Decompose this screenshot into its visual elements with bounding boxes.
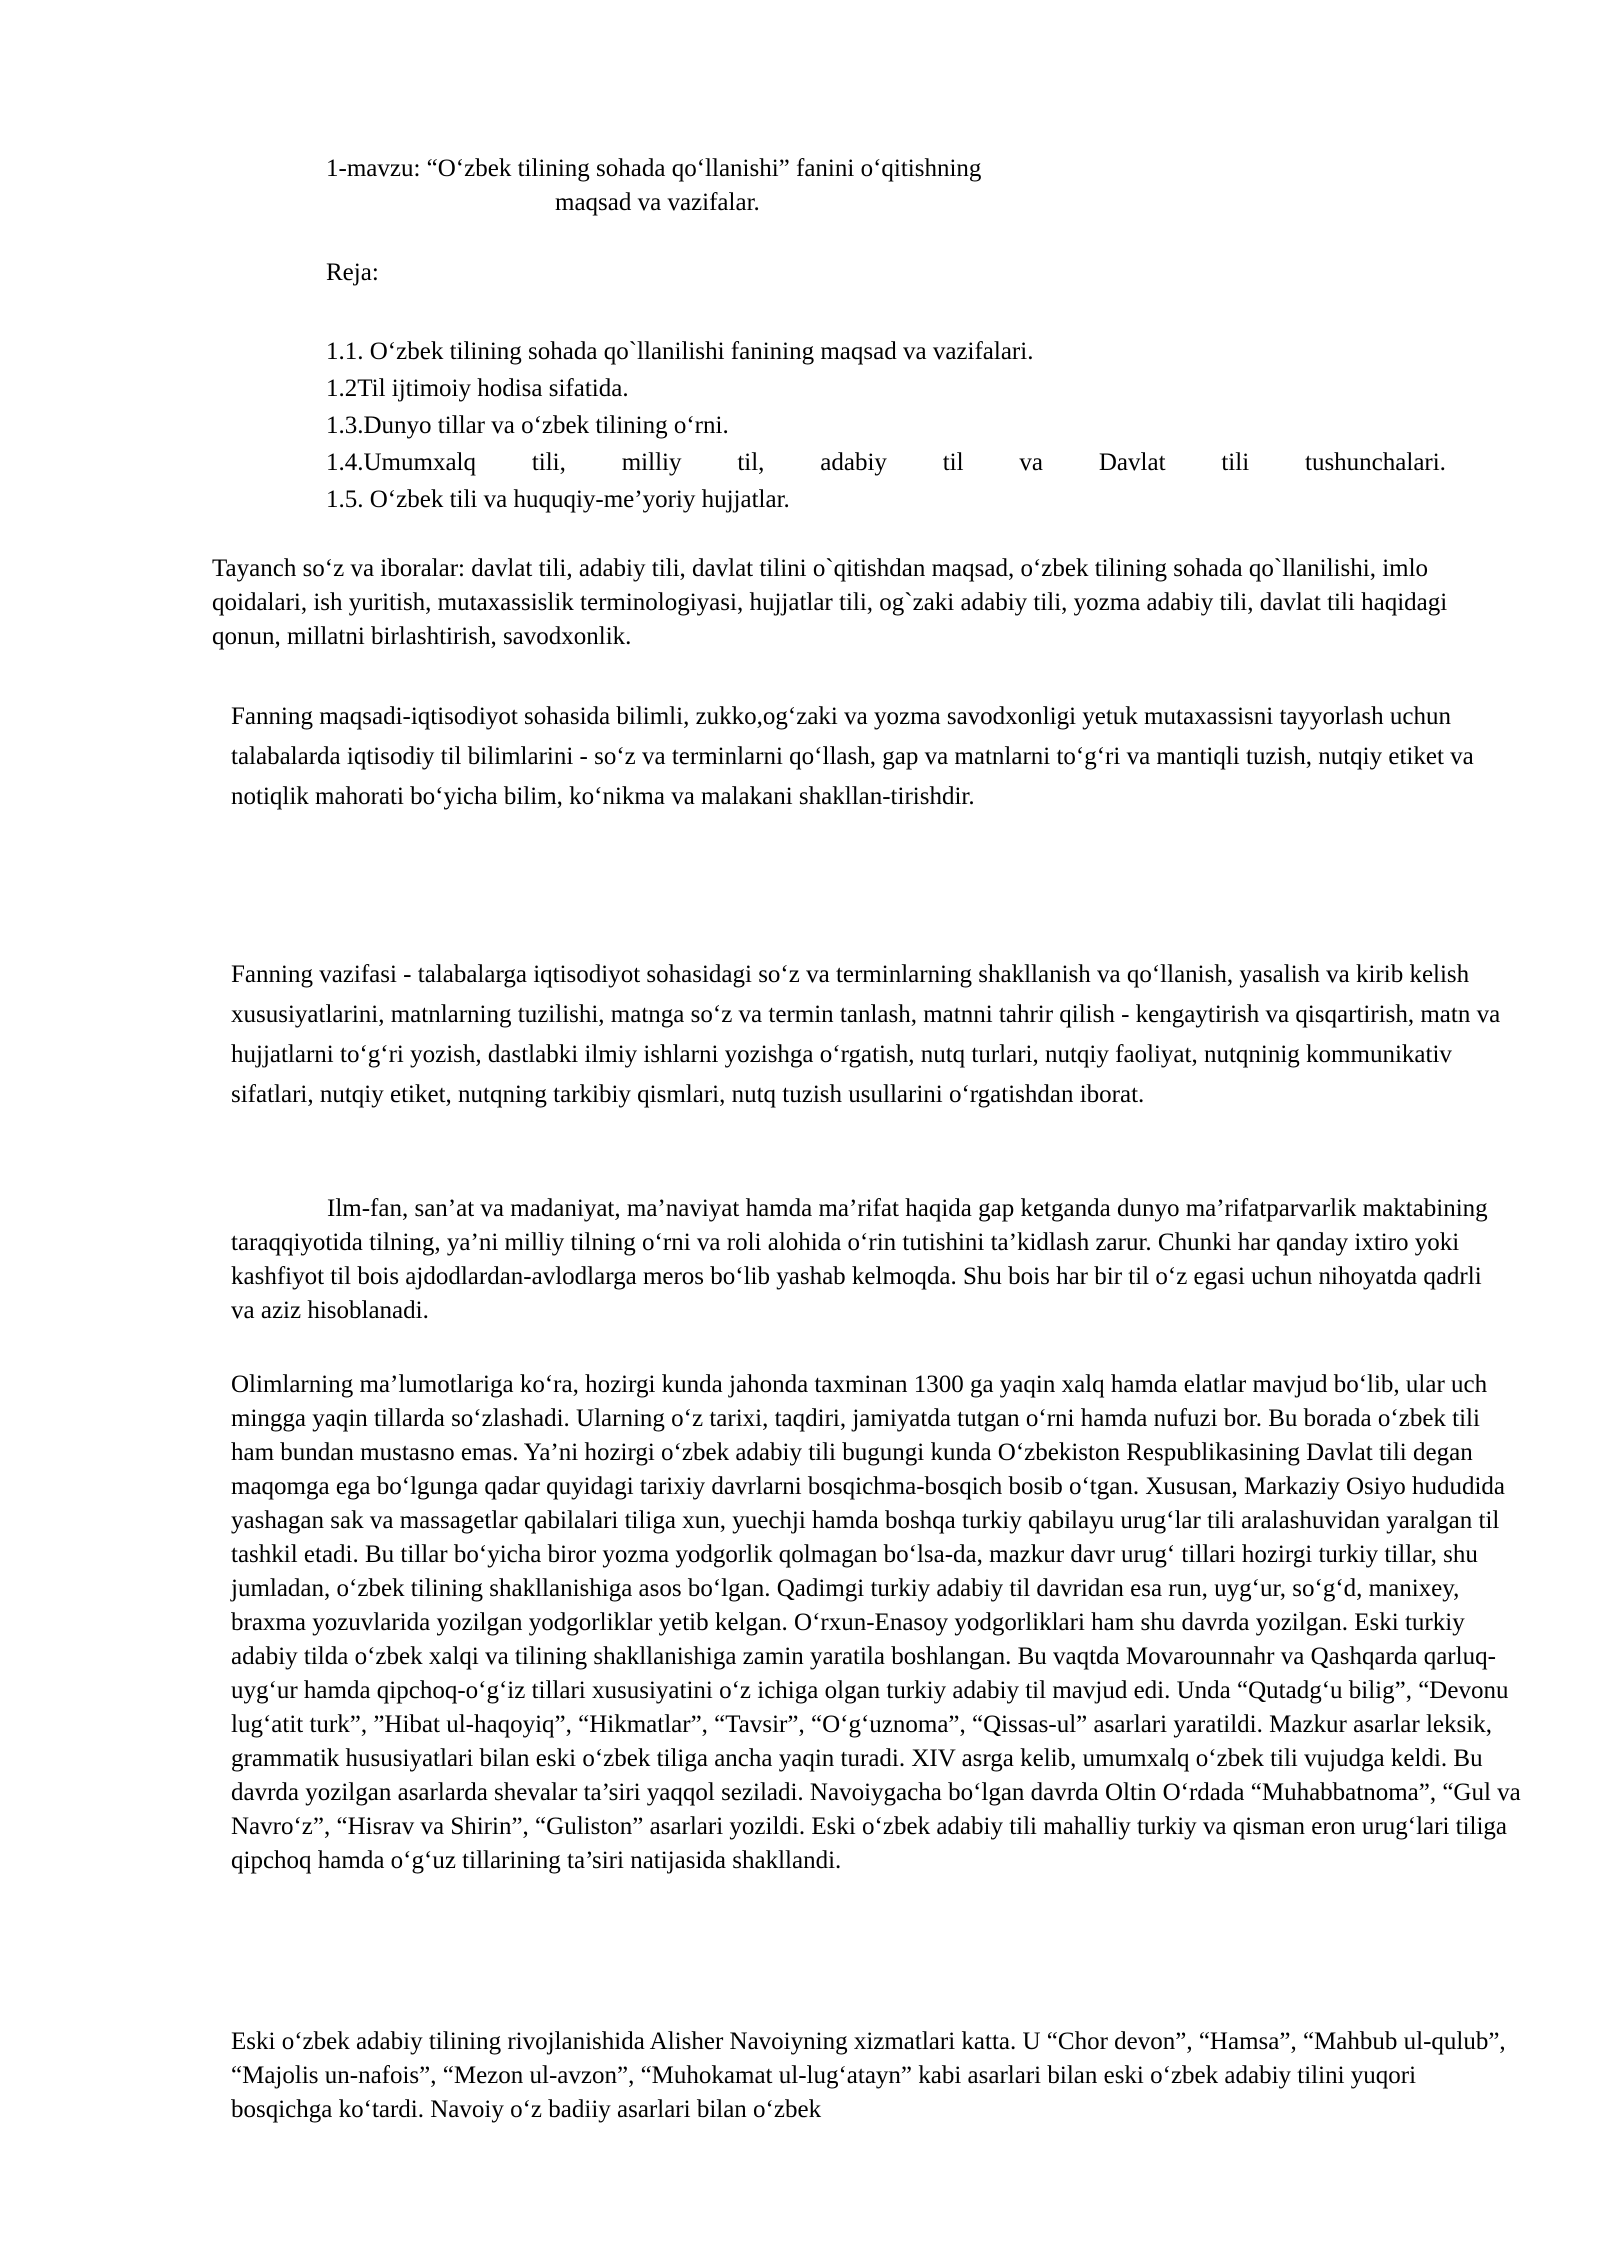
plan-item-4-word: til,: [737, 449, 765, 476]
plan-item-5: 1.5. O‘zbek tili va huquqiy-me’yoriy hujjatlar.: [326, 486, 790, 513]
plan-item-4-word: Davlat: [1098, 449, 1166, 476]
topic-title-line-1: 1-mavzu: “O‘zbek tilining sohada qo‘llanishi” fanini o‘qitishning: [326, 155, 982, 182]
history-paragraph: Olimlarning ma’lumotlariga ko‘ra, hozirgi kunda jahonda taxminan 1300 ga yaqin xalq hamda elatlar mavjud bo‘lib, ular uch mingga yaqin tillarda so‘zlashadi. Ularning o‘z tarixi, taqdiri, jamiyatda tutgan o‘rni hamda nufuzi bor. Bu borada o‘zbek tili ham bundan mustasno emas. Ya’ni hozirgi o‘zbek adabiy tili bugungi kunda O‘zbekiston Respublikasining Davlat tili degan maqomga ega bo‘lgunga qadar quyidagi tarixiy davrlarni bosqichma-bosqich bosib o‘tgan. Xususan, Markaziy Osiyo hududida yashagan sak va massagetlar qabilalari tiliga xun, yuechji hamda boshqa turkiy qabilayu urug‘lar tili aralashuvidan yaralgan til tashkil etadi. Bu tillar bo‘yicha biror yozma yodgorlik qolmagan bo‘lsa-da, mazkur davr urug‘ tillari hozirgi turkiy tillar, shu jumladan, o‘zbek tilining shakllanishiga asos bo‘lgan. Qadimgi turkiy adabiy til davridan esa run, uyg‘ur, so‘g‘d, manixey, braxma yozuvlarida yozilgan yodgorliklar yetib kelgan. O‘rxun-Enasoy yodgorliklari ham shu davrda yozilgan. Eski turkiy adabiy tilda o‘zbek xalqi va tilining shakllanishiga zamin yaratila boshlangan. Bu vaqtda Movarounnahr va Qashqarda qarluq-uyg‘ur hamda qipchoq-o‘g‘iz tillari xususiyatini o‘z ichiga olgan turkiy adabiy til mavjud edi. Unda “Qutadg‘u bilig”, “Devonu lug‘atit turk”, ”Hibat ul-haqoyiq”, “Hikmatlar”, “Tavsir”, “O‘g‘uznoma”, “Qissas-ul” asarlari yaratildi. Mazkur asarlar leksik, grammatik hususiyatlari bilan eski o‘zbek tiliga ancha yaqin turadi. XIV asrga kelib, umumxalq o‘zbek tili vujudga keldi. Bu davrda yozilgan asarlarda shevalar ta’siri yaqqol seziladi. Navoiygacha bo‘lgan davrda Oltin O‘rdada “Muhabbatnoma”, “Gul va Navro‘z”, “Hisrav va Shirin”, “Guliston” asarlari yozildi. Eski o‘zbek adabiy tili mahalliy turkiy va qisman eron urug‘lari tiliga qipchoq hamda o‘g‘uz tillarining ta’siri natijasida shakllandi.: [231, 1371, 1521, 1874]
plan-item-4-word: va: [1019, 449, 1044, 476]
science-paragraph: Ilm-fan, san’at va madaniyat, ma’naviyat hamda ma’rifat haqida gap ketganda dunyo ma’rifatparvarlik maktabining taraqqiyotida tilning, ya’ni milliy tilning o‘rni va roli alohida o‘rin tutishini ta’kidlash zarur. Chunki har qanday ixtiro yoki kashfiyot til bois ajdodlardan-avlodlarga meros bo‘lib yashab kelmoqda. Shu bois har bir til o‘z egasi uchun nihoyatda qadrli va aziz hisoblanadi.: [231, 1195, 1488, 1324]
plan-item-2: 1.2Til ijtimoiy hodisa sifatida.: [326, 375, 629, 402]
course-goal-paragraph: Fanning maqsadi-iqtisodiyot sohasida bilimli, zukko,og‘zaki va yozma savodxonligi yetuk mutaxassisni tayyorlash uchun talabalarda iqtisodiy til bilimlarini - so‘z va terminlarni qo‘llash, gap va matnlarni to‘g‘ri va mantiqli tuzish, nutqiy etiket va notiqlik mahorati bo‘yicha bilim, ko‘nikma va malakani shakllan-tirishdir.: [231, 703, 1474, 810]
plan-item-4-word: til: [942, 449, 964, 476]
plan-list: [326, 333, 1446, 518]
plan-item-4-word: milliy: [621, 449, 682, 476]
topic-title: [326, 152, 981, 220]
navoi-paragraph: Eski o‘zbek adabiy tilining rivojlanishida Alisher Navoiyning xizmatlari katta. U “Chor devon”, “Hamsa”, “Mahbub ul-qulub”, “Majolis un-nafois”, “Mezon ul-avzon”, “Muhokamat ul-lug‘atayn” kabi asarlari bilan eski o‘zbek adabiy tilini yuqori bosqichga ko‘tardi. Navoiy o‘z badiiy asarlari bilan o‘zbek: [231, 2028, 1506, 2123]
keywords-paragraph: Tayanch so‘z va iboralar: davlat tili, adabiy tili, davlat tilini o`qitishdan maqsad, o‘zbek tilining sohada qo`llanilishi, imlo qoidalari, ish yuritish, mutaxassislik terminologiyasi, hujjatlar tili, og`zaki adabiy tili, yozma adabiy tili, davlat tili haqidagi qonun, millatni birlashtirish, savodxonlik.: [212, 555, 1448, 650]
plan-item-3: 1.3.Dunyo tillar va o‘zbek tilining o‘rni.: [326, 412, 729, 439]
plan-item-4-word: tili: [1221, 449, 1250, 476]
plan-item-4-word: tushunchalari.: [1305, 449, 1446, 476]
plan-heading: Reja:: [326, 259, 379, 286]
plan-item-4: [326, 444, 1446, 481]
plan-item-4-word: adabiy: [820, 449, 887, 476]
course-tasks-paragraph: Fanning vazifasi - talabalarga iqtisodiyot sohasidagi so‘z va terminlarning shakllanish va qo‘llanish, yasalish va kirib kelish xususiyatlarini, matnlarning tuzilishi, matnga so‘z va termin tanlash, matnni tahrir qilish - kengaytirish va qisqartirish, matn va hujjatlarni to‘g‘ri yozish, dastlabki ilmiy ishlarni yozishga o‘rgatish, nutq turlari, nutqiy faoliyat, nutqninig kommunikativ sifatlari, nutqiy etiket, nutqning tarkibiy qismlari, nutq tuzish usullarini o‘rgatishdan iborat.: [231, 961, 1501, 1108]
plan-item-1: 1.1. O‘zbek tilining sohada qo`llanilishi fanining maqsad va vazifalari.: [326, 338, 1034, 365]
plan-item-4-word: 1.4.Umumxalq: [326, 449, 476, 476]
topic-title-line-2: maqsad va vazifalar.: [555, 189, 760, 216]
plan-item-4-word: tili,: [531, 449, 566, 476]
